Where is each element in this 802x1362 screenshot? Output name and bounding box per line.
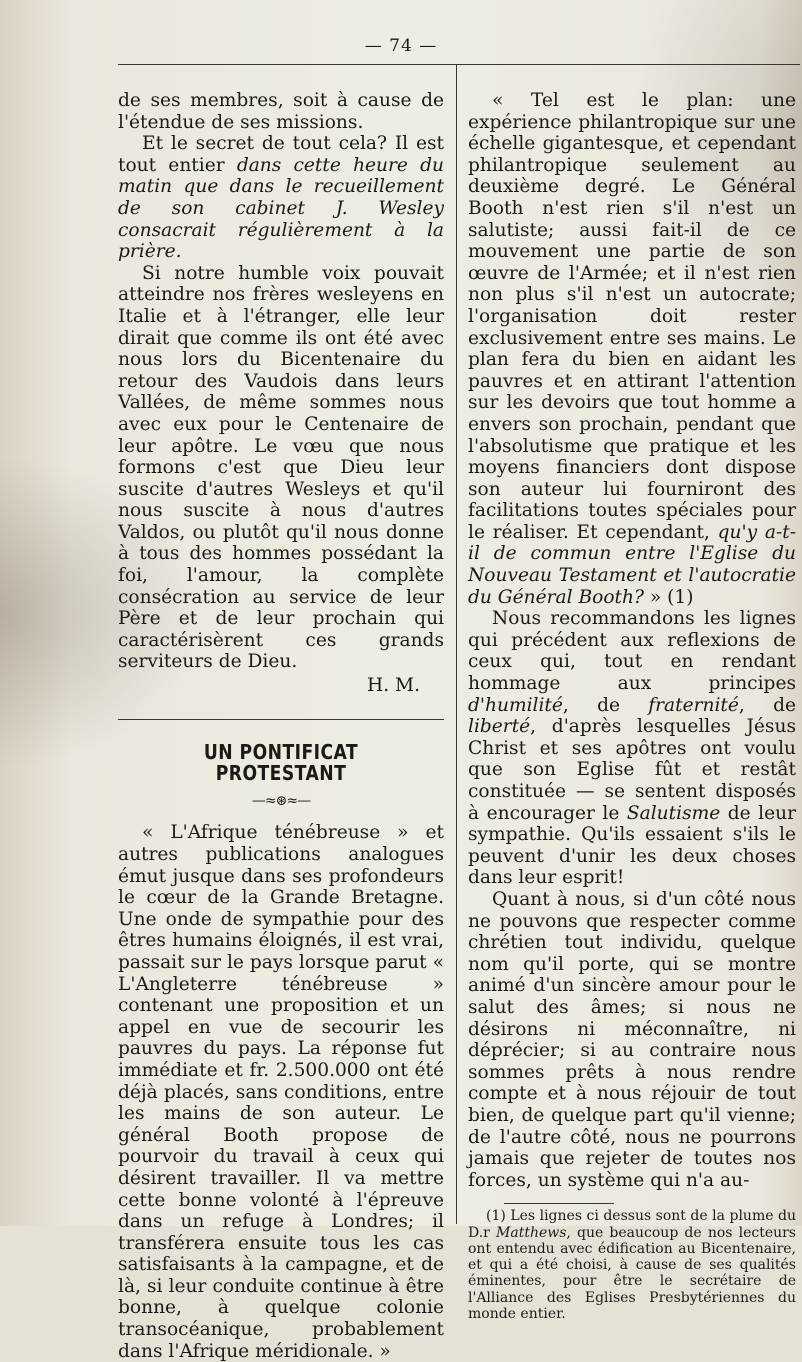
column-divider — [456, 64, 457, 1224]
paragraph: Quant à nous, si d'un côté nous ne pouvons que respecter comme chrétien tout individu, quelque nom qu'il porte, qui se montre animé d'un sincère amour pour le salut des âmes; si nous ne désirons ni méconnaître, ni déprécier; si au contraire nous sommes prêts à nous rendre compte et à nous réjouir de tout bien, de quelque part qu'il vienne; de l'autre côté, nous ne pourrons jamais que rejeter de toutes nos forces, un système qui n'a au- — [468, 888, 796, 1191]
header-rule — [118, 64, 800, 65]
signature: H. M. — [367, 675, 420, 697]
paragraph — [118, 133, 444, 263]
text-run: , que beaucoup de nos lecteurs ont entendu avec édification au Bicentenaire, et qui a été choisi, à cause de ses qualités éminentes, pour être le secrétaire de l'Alliance des Eglises Presbytériennes du monde entier. — [468, 1224, 796, 1323]
text-run: « Tel est le plan: une expérience philantropique sur une échelle gigantesque, et cependant philantropique seulement au deuxième degré. Le Général Booth n'est rien s'il n'est un salutiste; aussi fait-il de ce mouvement une partie de son œuvre de l'Armée; et il n'est rien non plus s'il n'est un autocrate; l'organisation doit rester exclusivement entre ses mains. Le plan fera du bien en aidant les pauvres et en attirant l'attention sur les devoirs que tout homme a envers son prochain, pendant que l'absolutisme que pratique et les moyens financiers dont dispose son auteur lui fourniront des facilitations toutes spéciales pour le réaliser. Et cependant, — [468, 90, 796, 543]
text-run: , de — [738, 694, 796, 716]
paragraph — [468, 608, 796, 889]
italic-text: d'humilité — [468, 694, 563, 716]
article-title: UN PONTIFICAT PROTESTANT — [203, 739, 359, 786]
paragraph — [468, 90, 796, 608]
footnote — [468, 1208, 796, 1322]
text-run: (1) Les lignes ci dessus sont de la plume du D.r — [468, 1208, 796, 1241]
footnote-rule — [504, 1203, 614, 1204]
text-run: , d'après lesquelles Jésus Christ et ses apôtres ont voulu que son Eglise fût et restât constituée — se sentent disposés à encourager le — [468, 716, 796, 824]
section-rule — [118, 719, 444, 720]
italic-text: Salutisme — [626, 802, 721, 824]
footnote-text — [468, 1208, 796, 1322]
text-run: , de — [562, 694, 649, 716]
paragraph: de ses membres, soit à cause de l'étendue de ses missions. — [118, 90, 444, 133]
text-run: Nous recommandons les lignes qui précédent aux reflexions de ceux qui, tout en rendant hommage aux principes — [468, 608, 796, 695]
italic-text: qu'y a-t-il de commun entre l'Eglise du Nouveau Testament et l'autocratie du Général Booth? — [468, 521, 796, 608]
left-column — [118, 90, 444, 1362]
text-run: Et le secret de tout cela? Il est tout entier — [118, 133, 444, 176]
italic-text: dans cette heure du matin que dans le recueillement de son cabinet J. Wesley consacrait régulièrement à la prière. — [118, 154, 445, 263]
text-run: de leur sympathie. Qu'ils essaient s'ils le peuvent d'unir les deux choses dans leur esprit! — [468, 802, 796, 889]
italic-text: Matthews — [496, 1224, 567, 1241]
ornament-icon: —≈⊛≈— — [251, 792, 311, 809]
right-column — [468, 90, 796, 1322]
footnote-ref: » (1) — [643, 586, 694, 608]
italic-text: fraternité — [648, 694, 739, 716]
page-number: — 74 — — [364, 36, 438, 56]
paragraph: Si notre humble voix pouvait atteindre nos frères wesleyens en Italie et à l'étranger, elle leur dirait que comme ils ont été avec nous lors du Bicentenaire du retour des Vaudois dans leurs Vallées, de même sommes nous avec eux pour le Centenaire de leur apôtre. Le vœu que nous formons c'est que Dieu leur suscite d'autres Wesleys et qu'il nous suscite à nous d'autres Valdos, ou plutôt qu'il nous donne à tous des hommes possédant la foi, l'amour, la complète consécration au service de leur Père et de leur prochain qui caractérisèrent ces grands serviteurs de Dieu. — [118, 262, 444, 673]
paragraph: « L'Afrique ténébreuse » et autres publications analogues émut jusque dans ses profondeurs le cœur de la Grande Bretagne. Une onde de sympathie pour des êtres humains éloignés, il est vrai, passait sur le pays lorsque parut « L'Angleterre ténébreuse » contenant une proposition et un appel en vue de secourir les pauvres du pays. La réponse fut immédiate et fr. 2.500.000 ont été déjà placés, sans conditions, entre les mains de son auteur. Le général Booth propose de pourvoir du travail à ceux qui désirent travailler. Il va mettre cette bonne volonté à l'épreuve dans un refuge à Londres; il transférera ensuite tous les cas satisfaisants à la campagne, et de là, si leur conduite continue à être bonne, à quelque colonie transocéanique, probablement dans l'Afrique méridionale. » — [118, 822, 444, 1362]
italic-text: liberté — [468, 716, 531, 738]
